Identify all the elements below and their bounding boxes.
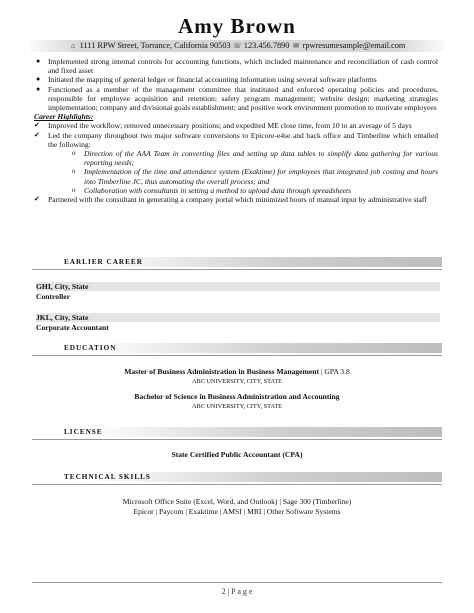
skills-list xyxy=(0,497,474,516)
school: ABC UNIVERSITY, CITY, STATE xyxy=(191,402,283,410)
gpa: | GPA 3.8 xyxy=(319,367,350,376)
section-earlier-career xyxy=(32,257,442,267)
contact-phone: 123.456.7890 xyxy=(243,41,290,50)
bullet-icon: ● xyxy=(36,84,41,93)
email-icon: ✉ xyxy=(293,42,299,50)
skills-line: Epicor | Paycom | Exaktime | AMSI | MRI | Other Software Systems xyxy=(133,506,341,516)
list-item: ✔ Partnered with the consultant in generating a company portal which minimized hours of manual input by administrative staff xyxy=(34,195,427,205)
job-company: JKL, City, State xyxy=(36,313,89,322)
degree: Master of Business Administration in Business Management xyxy=(124,367,319,376)
job-title: Controller xyxy=(36,292,71,301)
skills-line: Microsoft Office Suite (Excel, Word, and Outlook) | Sage 300 (Timberline) xyxy=(122,497,352,506)
section-title: EDUCATION xyxy=(64,344,117,352)
list-item: ✔ Led the company throughout two major software conversions to Epicore-e4se and back office and Timberline which entailed the following: xyxy=(34,130,438,149)
circle-bullet-icon: o xyxy=(72,185,76,194)
contact-bar xyxy=(30,40,444,52)
contact-address: 1111 RPW Street, Torrance, California 90503 xyxy=(79,41,231,50)
section-title: LICENSE xyxy=(64,428,103,436)
contact-email[interactable]: rpwresumesample@email.com xyxy=(302,41,406,50)
section-title: TECHNICAL SKILLS xyxy=(64,473,151,481)
job-title: Corporate Accountant xyxy=(36,323,109,332)
list-item: o Implementation of the time and attendance system (Exaktime) for employees that integrated job costing and hours into Timberline JC, thus automating the overall process; and xyxy=(72,167,438,186)
check-icon: ✔ xyxy=(34,121,40,130)
job-company-bar xyxy=(36,313,440,322)
school: ABC UNIVERSITY, CITY, STATE xyxy=(191,377,283,385)
bullet-icon: ● xyxy=(36,75,41,84)
applicant-name: Amy Brown xyxy=(178,14,296,38)
circle-bullet-icon: o xyxy=(72,167,76,176)
section-title: EARLIER CAREER xyxy=(64,258,143,266)
career-highlights-heading: Career Highlights: xyxy=(34,112,94,122)
license-text: State Certified Public Accountant (CPA) xyxy=(171,450,303,459)
list-item: o Direction of the AAA Team in converting files and setting up data tables to simplify data gathering for various reporting needs; xyxy=(72,149,438,168)
degree: Bachelor of Science in Business Administration and Accounting xyxy=(134,392,340,401)
bullet-icon: ● xyxy=(36,57,41,65)
list-item: o Collaboration with consultants in setting a method to upload data through spreadsheets xyxy=(72,185,352,195)
list-item: ● Initiated the mapping of general ledger or financial accounting information using several software platforms xyxy=(36,75,377,85)
footer-divider xyxy=(32,582,442,583)
job-company: GHI, City, State xyxy=(36,282,89,291)
phone-icon: ☏ xyxy=(232,42,242,50)
job-company-bar xyxy=(36,282,440,291)
home-icon: ⌂ xyxy=(70,42,76,50)
section-technical-skills xyxy=(32,472,442,482)
list-item: ● Implemented strong internal controls for accounting functions, which included maintenance and reconciliation of cash control and fixed asset xyxy=(36,57,438,76)
section-education xyxy=(32,343,442,353)
section-license xyxy=(32,427,442,437)
check-icon: ✔ xyxy=(34,130,40,139)
check-icon: ✔ xyxy=(34,195,40,204)
list-item: ✔ Improved the workflow; removed unnecessary positions; and expedited ME close time, from 10 to an average of 5 days xyxy=(34,121,412,131)
list-item: ● Functioned as a member of the management committee that instituted and enforced operating policies and procedures, responsible for employee acquisition and retention; safety program management; website design; marketing strategies implementation; company and divisional goals establishment; and positive work environment promotion to motivate employees xyxy=(36,84,438,113)
circle-bullet-icon: o xyxy=(72,149,76,158)
education-entry xyxy=(0,367,474,386)
education-entry xyxy=(0,392,474,411)
page-footer: 2 | P a g e xyxy=(221,587,253,596)
experience-bullets xyxy=(34,57,438,204)
